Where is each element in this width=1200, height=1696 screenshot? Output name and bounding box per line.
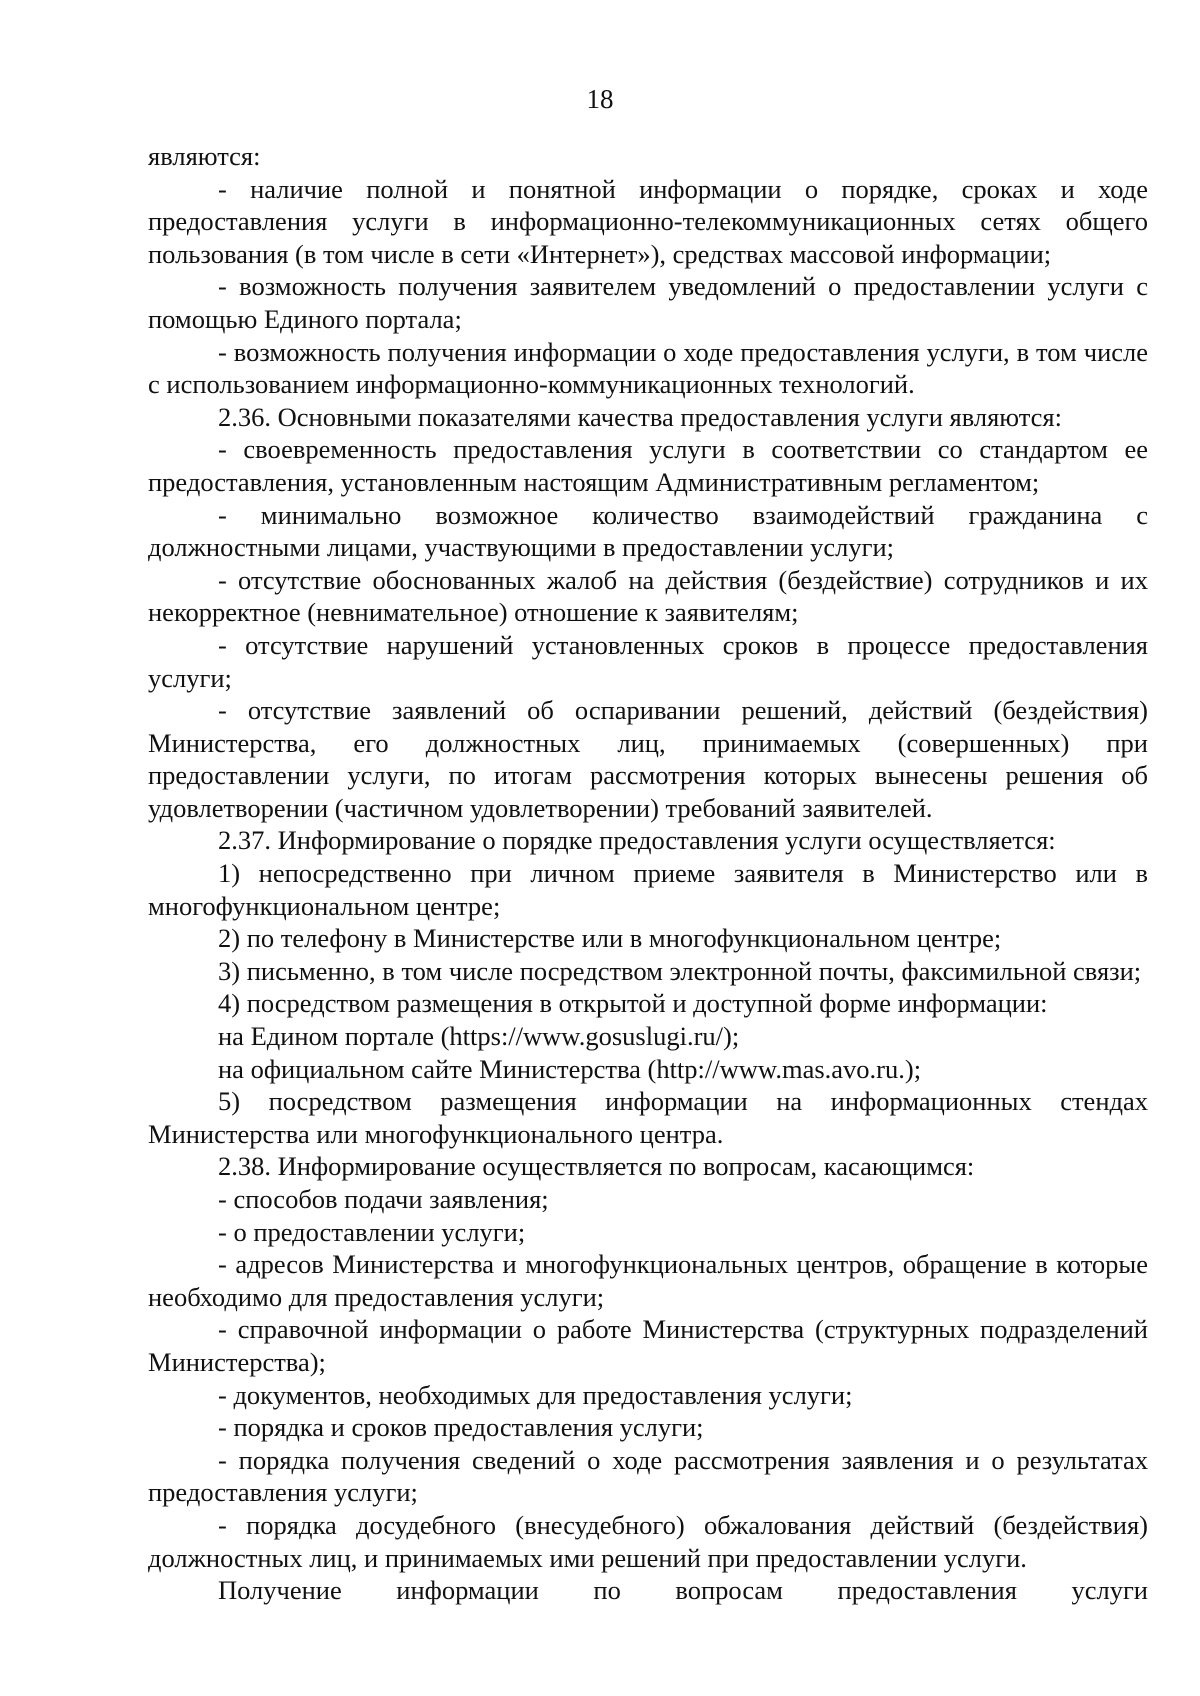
page-number: 18 <box>586 84 614 114</box>
paragraph: 3) письменно, в том числе посредством электронной почты, факсимильной связи; <box>218 955 1142 986</box>
document-body <box>148 140 1148 1607</box>
paragraph: - отсутствие обоснованных жалоб на действия (бездействие) сотрудников и их некорректное (невнимательное) отношение к заявителям; <box>148 564 1148 628</box>
paragraph: Получение информации по вопросам предоставления услуги <box>218 1575 1148 1606</box>
paragraph: - возможность получения заявителем уведомлений о предоставлении услуги с помощью Единого портала; <box>148 271 1148 334</box>
paragraph: - о предоставлении услуги; <box>218 1216 526 1247</box>
paragraph: 5) посредством размещения информации на информационных стендах Министерства или многофункционального центра. <box>148 1086 1148 1149</box>
paragraph: на официальном сайте Министерства (http://www.mas.avo.ru.); <box>218 1053 922 1084</box>
paragraph: на Едином портале (https://www.gosuslugi.ru/); <box>218 1021 740 1052</box>
paragraph: - документов, необходимых для предоставления услуги; <box>218 1379 853 1410</box>
paragraph: - отсутствие заявлений об оспаривании решений, действий (бездействия) Министерства, его должностных лиц, принимаемых (совершенных) при предоставлении услуги, по итогам рассмотрения которых вынесены решения об удовлетворении (частичном удовлетворении) требований заявителей. <box>148 695 1148 823</box>
paragraph: - справочной информации о работе Министерства (структурных подразделений Министерства); <box>148 1314 1148 1377</box>
paragraph: - возможность получения информации о ходе предоставления услуги, в том числе с использованием информационно-коммуникационных технологий. <box>148 336 1148 400</box>
paragraph: - своевременность предоставления услуги в соответствии со стандартом ее предоставления, установленным настоящим Административным регламентом; <box>148 434 1148 497</box>
paragraph: являются: <box>148 141 261 171</box>
paragraph: 1) непосредственно при личном приеме заявителя в Министерство или в многофункциональном центре; <box>148 858 1148 921</box>
paragraph: - порядка и сроков предоставления услуги; <box>218 1412 704 1443</box>
paragraph: 2) по телефону в Министерстве или в многофункциональном центре; <box>218 923 1002 954</box>
paragraph: 4) посредством размещения в открытой и доступной форме информации: <box>218 988 1048 1019</box>
paragraph: - минимально возможное количество взаимодействий гражданина с должностными лицами, участвующими в предоставлении услуги; <box>148 499 1148 563</box>
paragraph: 2.37. Информирование о порядке предоставления услуги осуществляется: <box>218 825 1056 856</box>
paragraph: - порядка досудебного (внесудебного) обжалования действий (бездействия) должностных лиц, и принимаемых ими решений при предоставлении услуги. <box>148 1509 1148 1573</box>
paragraph: 2.36. Основными показателями качества предоставления услуги являются: <box>218 401 1062 432</box>
paragraph: - способов подачи заявления; <box>218 1184 549 1214</box>
paragraph: - адресов Министерства и многофункциональных центров, обращение в которые необходимо для предоставления услуги; <box>148 1249 1148 1312</box>
paragraph: - порядка получения сведений о ходе рассмотрения заявления и о результатах предоставления услуги; <box>148 1444 1148 1508</box>
paragraph: 2.38. Информирование осуществляется по вопросам, касающимся: <box>218 1151 975 1182</box>
paragraph: - отсутствие нарушений установленных сроков в процессе предоставления услуги; <box>148 629 1148 693</box>
paragraph: - наличие полной и понятной информации о порядке, сроках и ходе предоставления услуги в информационно-телекоммуникационных сетях общего пользования (в том числе в сети «Интернет»), средствах массовой информации; <box>148 173 1148 269</box>
